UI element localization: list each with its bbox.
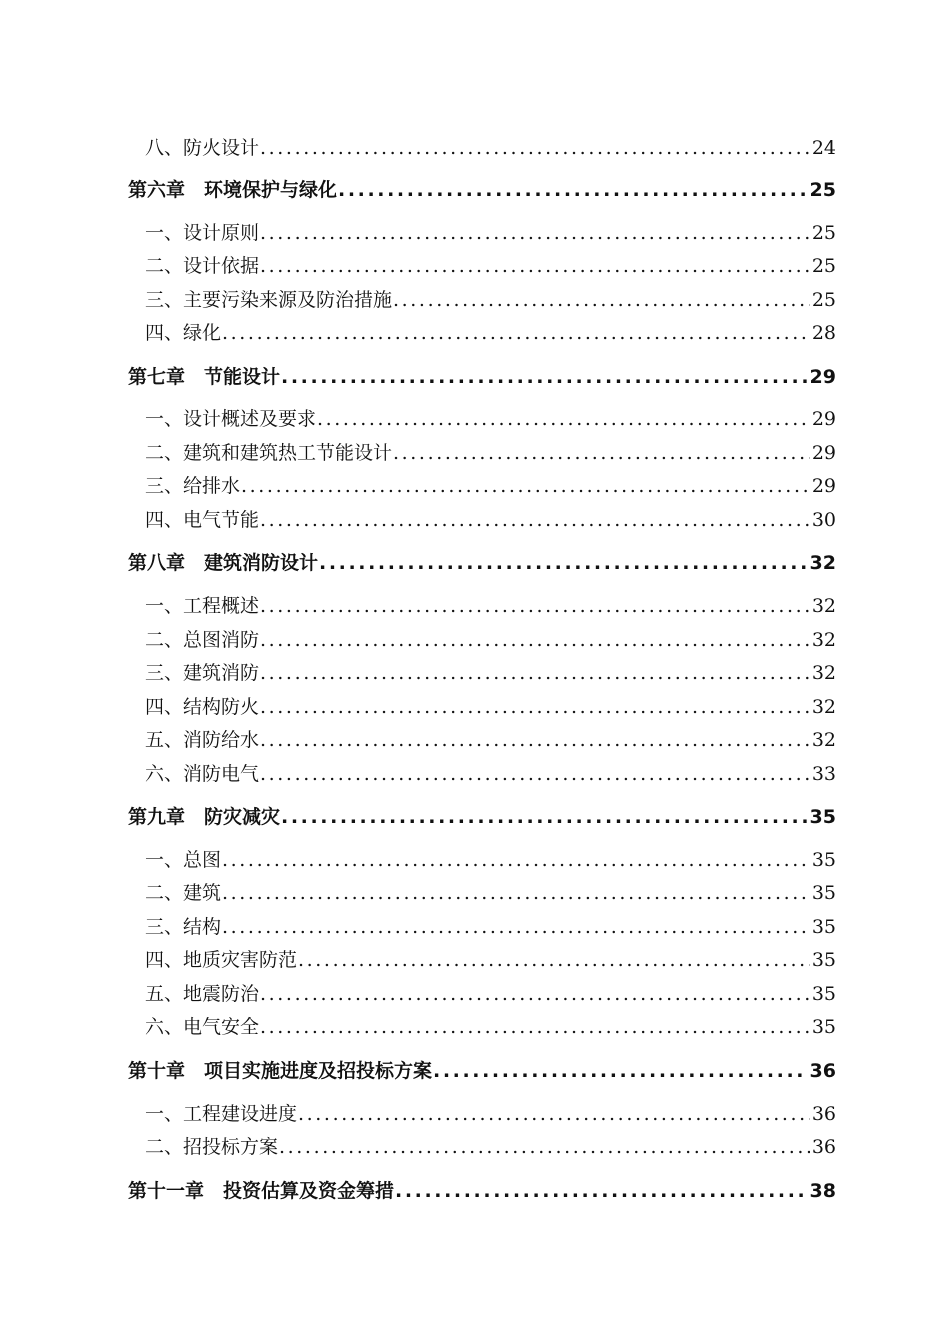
toc-chapter-page: 36 — [809, 1060, 836, 1082]
toc-entry-title: 一、设计概述及要求 — [145, 408, 317, 430]
dot-leader — [259, 692, 810, 722]
toc-entry-page: 32 — [811, 696, 836, 718]
toc-entry[interactable] — [145, 625, 836, 655]
toc-entry-title: 四、地质灾害防范 — [145, 949, 298, 971]
toc-entry-page: 36 — [811, 1103, 836, 1125]
toc-chapter[interactable] — [128, 362, 836, 392]
toc-chapter-title: 第九章 防灾减灾 — [128, 806, 281, 828]
toc-entry[interactable] — [145, 658, 836, 688]
toc-chapter-page: 38 — [809, 1180, 836, 1202]
dot-leader — [392, 438, 810, 468]
toc-entry[interactable] — [145, 845, 836, 875]
dot-leader — [259, 658, 810, 688]
toc-entry-title: 三、给排水 — [145, 475, 241, 497]
toc-chapter-title: 第十一章 投资估算及资金筹措 — [128, 1180, 395, 1202]
toc-entry-title: 三、结构 — [145, 916, 222, 938]
toc-entry-title: 二、建筑和建筑热工节能设计 — [145, 442, 393, 464]
toc-entry-title: 二、总图消防 — [145, 629, 260, 651]
toc-entry[interactable] — [145, 878, 836, 908]
dot-leader — [259, 725, 810, 755]
toc-entry[interactable] — [145, 1132, 836, 1162]
toc-entry[interactable] — [145, 759, 836, 789]
toc-entry-title: 四、结构防火 — [145, 696, 260, 718]
toc-entry[interactable] — [145, 505, 836, 535]
toc-chapter[interactable] — [128, 1056, 836, 1086]
dot-leader — [392, 285, 810, 315]
toc-chapter-title: 第六章 环境保护与绿化 — [128, 179, 338, 201]
dot-leader — [297, 945, 810, 975]
toc-entry-page: 25 — [811, 255, 836, 277]
toc-entry[interactable] — [145, 133, 836, 163]
toc-entry-title: 五、地震防治 — [145, 983, 260, 1005]
toc-entry-title: 八、防火设计 — [145, 137, 260, 159]
dot-leader — [259, 759, 810, 789]
toc-chapter-title: 第十章 项目实施进度及招投标方案 — [128, 1060, 433, 1082]
toc-entry[interactable] — [145, 591, 836, 621]
toc-entry-title: 一、工程概述 — [145, 595, 260, 617]
toc-entry-page: 29 — [811, 408, 836, 430]
toc-entry-page: 30 — [811, 509, 836, 531]
toc-entry-title: 三、主要污染来源及防治措施 — [145, 289, 393, 311]
toc-entry-page: 33 — [811, 763, 836, 785]
dot-leader — [297, 1099, 810, 1129]
toc-chapter[interactable] — [128, 175, 836, 205]
toc-entry-title: 一、工程建设进度 — [145, 1103, 298, 1125]
toc-entry-page: 35 — [811, 983, 836, 1005]
dot-leader — [259, 505, 810, 535]
toc-chapter[interactable] — [128, 1176, 836, 1206]
toc-entry-page: 32 — [811, 595, 836, 617]
toc-entry[interactable] — [145, 318, 836, 348]
dot-leader — [316, 404, 810, 434]
toc-entry[interactable] — [145, 218, 836, 248]
dot-leader — [259, 591, 810, 621]
toc-entry[interactable] — [145, 692, 836, 722]
toc-entry[interactable] — [145, 912, 836, 942]
toc-chapter[interactable] — [128, 802, 836, 832]
dot-leader — [318, 548, 808, 578]
toc-chapter-page: 25 — [809, 179, 836, 201]
toc-entry[interactable] — [145, 285, 836, 315]
toc-chapter[interactable] — [128, 548, 836, 578]
toc-entry-page: 35 — [811, 949, 836, 971]
toc-entry-page: 24 — [811, 137, 836, 159]
dot-leader — [259, 218, 810, 248]
toc-chapter-title: 第七章 节能设计 — [128, 366, 281, 388]
dot-leader — [337, 175, 808, 205]
toc-entry-title: 一、设计原则 — [145, 222, 260, 244]
toc-entry-title: 三、建筑消防 — [145, 662, 260, 684]
toc-entry-title: 四、电气节能 — [145, 509, 260, 531]
toc-entry-page: 32 — [811, 662, 836, 684]
dot-leader — [394, 1176, 808, 1206]
toc-entry-title: 六、消防电气 — [145, 763, 260, 785]
dot-leader — [259, 133, 810, 163]
dot-leader — [221, 318, 810, 348]
toc-entry-title: 一、总图 — [145, 849, 222, 871]
toc-entry[interactable] — [145, 404, 836, 434]
toc-entry-page: 35 — [811, 916, 836, 938]
toc-entry-page: 32 — [811, 729, 836, 751]
toc-entry-title: 二、设计依据 — [145, 255, 260, 277]
dot-leader — [240, 471, 810, 501]
toc-entry-page: 35 — [811, 1016, 836, 1038]
dot-leader — [280, 362, 808, 392]
toc-entry-page: 28 — [811, 322, 836, 344]
dot-leader — [259, 1012, 810, 1042]
toc-entry-page: 32 — [811, 629, 836, 651]
toc-chapter-title: 第八章 建筑消防设计 — [128, 552, 319, 574]
toc-entry-page: 25 — [811, 222, 836, 244]
toc-entry-page: 25 — [811, 289, 836, 311]
toc-entry-title: 二、招投标方案 — [145, 1136, 279, 1158]
dot-leader — [280, 802, 808, 832]
toc-entry-page: 29 — [811, 475, 836, 497]
toc-entry[interactable] — [145, 1099, 836, 1129]
toc-entry[interactable] — [145, 945, 836, 975]
dot-leader — [221, 912, 810, 942]
toc-entry[interactable] — [145, 438, 836, 468]
dot-leader — [259, 251, 810, 281]
dot-leader — [259, 979, 810, 1009]
dot-leader — [259, 625, 810, 655]
toc-entry-page: 35 — [811, 882, 836, 904]
dot-leader — [221, 845, 810, 875]
toc-entry-page: 29 — [811, 442, 836, 464]
dot-leader — [432, 1056, 808, 1086]
toc-entry[interactable] — [145, 725, 836, 755]
toc-chapter-page: 32 — [809, 552, 836, 574]
toc-entry-title: 六、电气安全 — [145, 1016, 260, 1038]
toc-chapter-page: 29 — [809, 366, 836, 388]
dot-leader — [278, 1132, 810, 1162]
toc-entry-title: 二、建筑 — [145, 882, 222, 904]
toc-entry-page: 36 — [811, 1136, 836, 1158]
toc-entry[interactable] — [145, 471, 836, 501]
toc-entry[interactable] — [145, 251, 836, 281]
toc-entry[interactable] — [145, 979, 836, 1009]
toc-entry-page: 35 — [811, 849, 836, 871]
dot-leader — [221, 878, 810, 908]
toc-entry-title: 四、绿化 — [145, 322, 222, 344]
toc-entry[interactable] — [145, 1012, 836, 1042]
toc-entry-title: 五、消防给水 — [145, 729, 260, 751]
toc-chapter-page: 35 — [809, 806, 836, 828]
